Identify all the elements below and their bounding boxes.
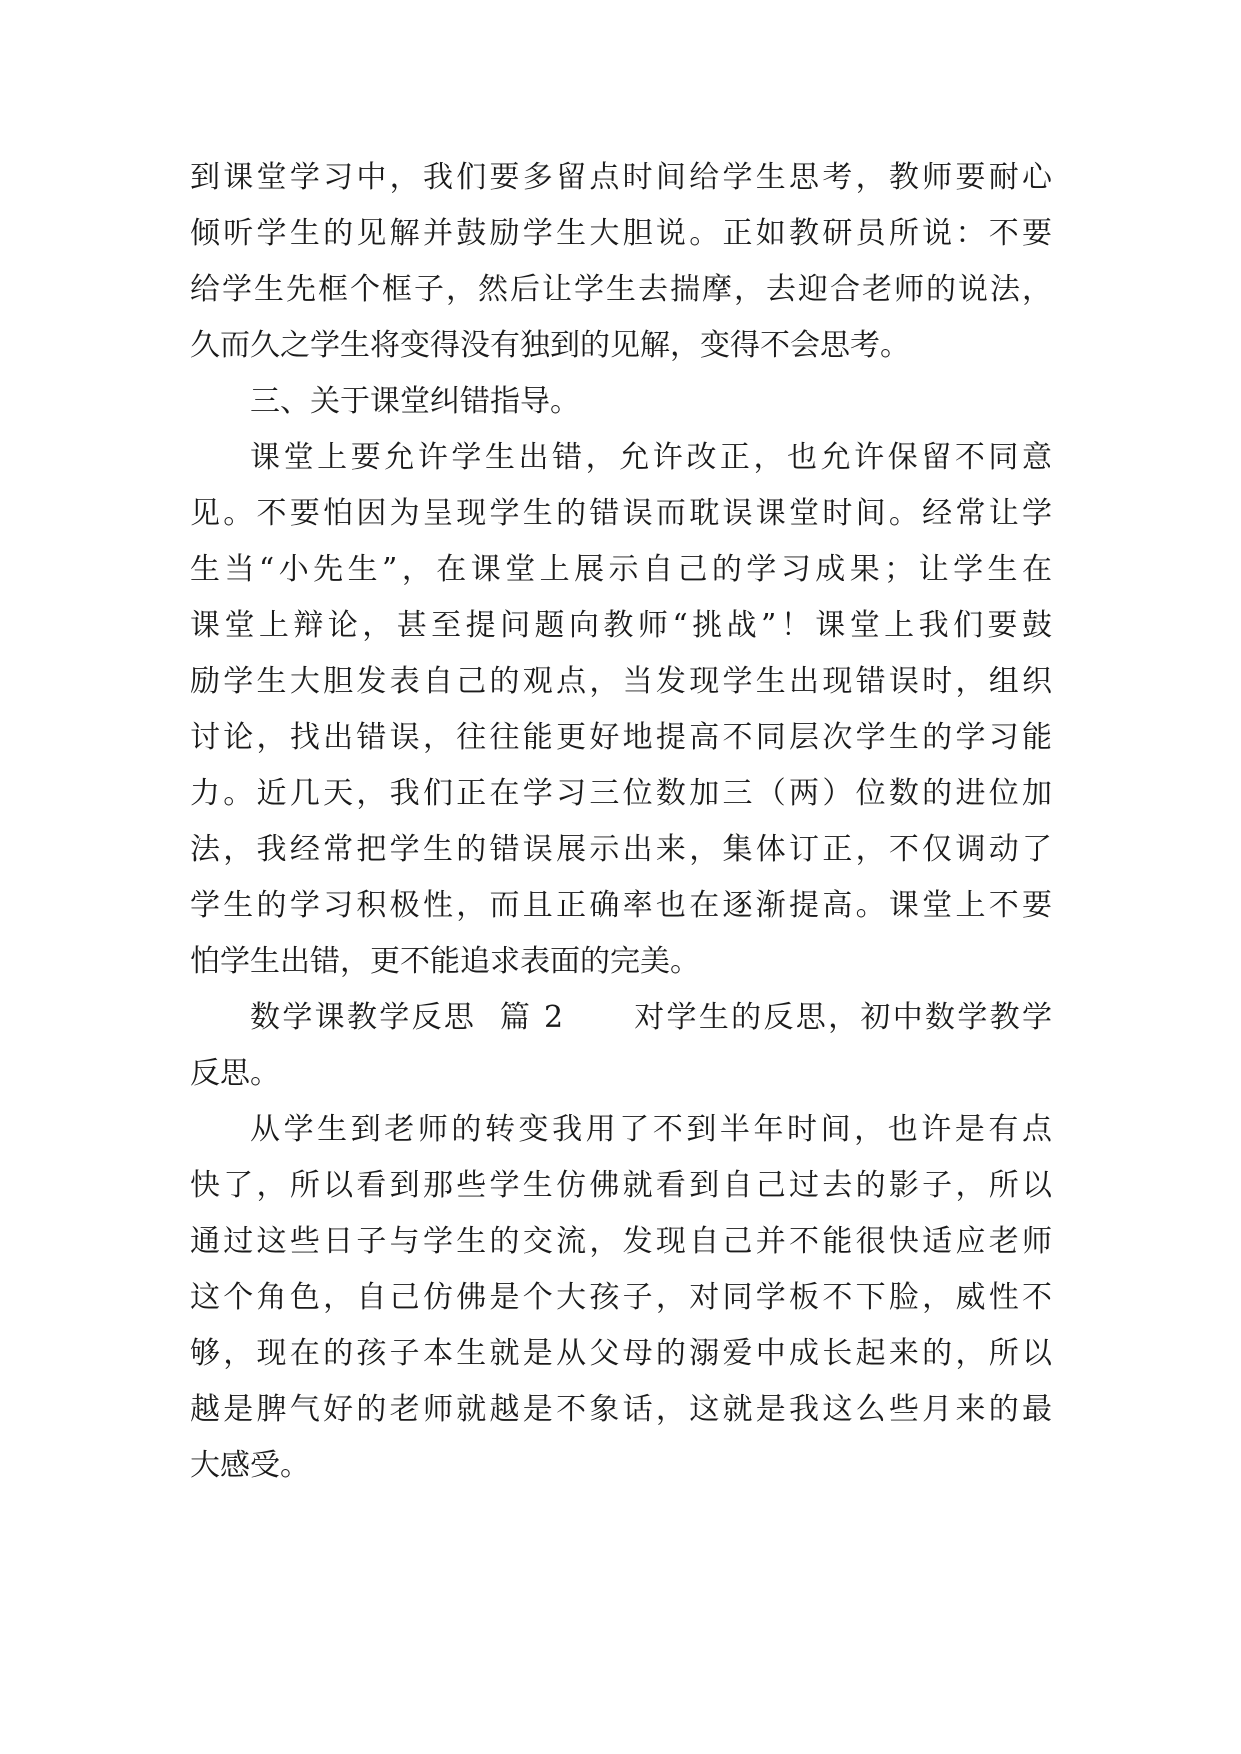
- text-line: 久而久之学生将变得没有独到的见解，变得不会思考。: [190, 328, 910, 363]
- text-line: 够，现在的孩子本生就是从父母的溺爱中成长起来的，所以: [190, 1336, 1052, 1371]
- paragraph: [190, 1102, 1052, 1494]
- text-line: 从学生到老师的转变我用了不到半年时间，也许是有点: [250, 1112, 1052, 1147]
- text-line: 生当“小先生”，在课堂上展示自己的学习成果；让学生在: [190, 552, 1052, 587]
- text-line: 给学生先框个框子，然后让学生去揣摩，去迎合老师的说法，: [190, 272, 1052, 307]
- text-line: 大感受。: [190, 1448, 310, 1483]
- text-line: 这个角色，自己仿佛是个大孩子，对同学板不下脸，威性不: [190, 1280, 1052, 1315]
- text-line: 越是脾气好的老师就越是不象话，这就是我这么些月来的最: [190, 1392, 1052, 1427]
- text-line: 力。近几天，我们正在学习三位数加三（两）位数的进位加: [190, 776, 1052, 811]
- text-line: 快了，所以看到那些学生仿佛就看到自己过去的影子，所以: [190, 1168, 1052, 1203]
- text-line: 法，我经常把学生的错误展示出来，集体订正，不仅调动了: [190, 832, 1052, 867]
- text-line: 课堂上要允许学生出错，允许改正，也允许保留不同意: [250, 440, 1052, 475]
- text-line: 三、关于课堂纠错指导。: [250, 384, 580, 419]
- text-line: 课堂上辩论，甚至提问题向教师“挑战”！课堂上我们要鼓: [190, 608, 1052, 643]
- text-line: 学生的学习积极性，而且正确率也在逐渐提高。课堂上不要: [190, 888, 1052, 923]
- text-line: 到课堂学习中，我们要多留点时间给学生思考，教师要耐心: [190, 160, 1052, 195]
- paragraph: [190, 150, 1052, 374]
- text-line: 怕学生出错，更不能追求表面的完美。: [190, 944, 700, 979]
- text-line: 通过这些日子与学生的交流，发现自己并不能很快适应老师: [190, 1224, 1052, 1259]
- text-line: 倾听学生的见解并鼓励学生大胆说。正如教研员所说：不要: [190, 216, 1052, 251]
- text-line: 讨论，找出错误，往往能更好地提高不同层次学生的学习能: [190, 720, 1052, 755]
- text-line: 数学课教学反思 篇 2 对学生的反思，初中数学教学: [250, 1000, 1052, 1035]
- text-line: 反思。: [190, 1056, 280, 1091]
- text-line: 见。不要怕因为呈现学生的错误而耽误课堂时间。经常让学: [190, 496, 1052, 531]
- text-line: 励学生大胆发表自己的观点，当发现学生出现错误时，组织: [190, 664, 1052, 699]
- paragraph: [190, 430, 1052, 990]
- document-body: [190, 150, 1052, 1494]
- section-heading: [190, 374, 1052, 430]
- section-heading: [190, 990, 1052, 1102]
